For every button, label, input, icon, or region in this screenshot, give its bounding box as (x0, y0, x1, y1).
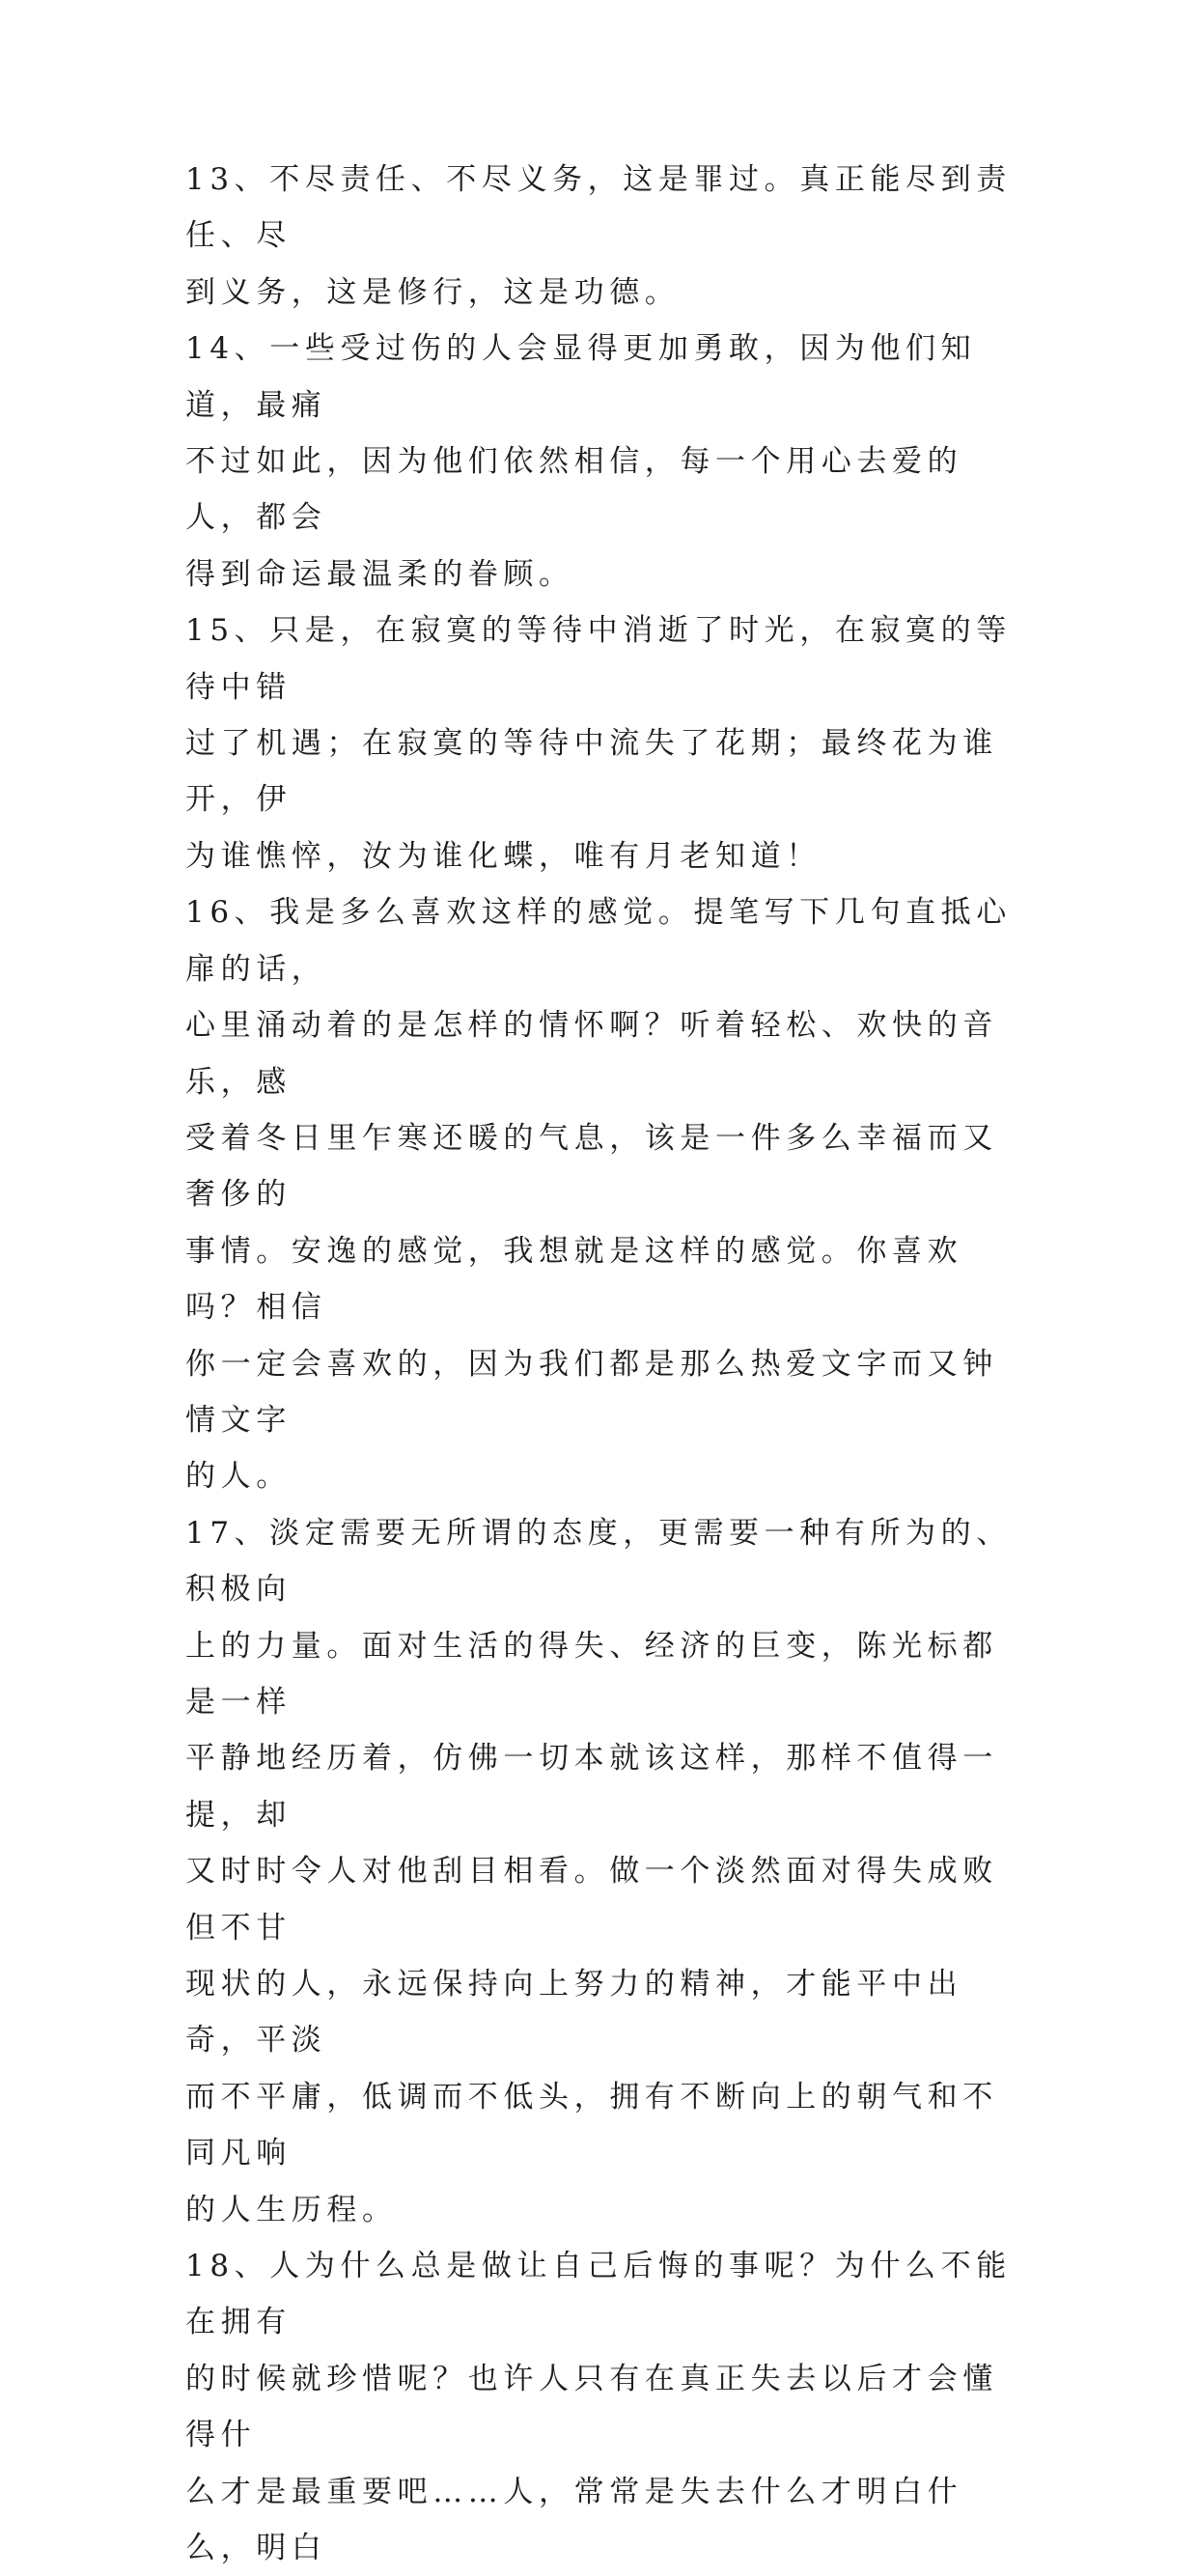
document-body (185, 152, 1023, 2576)
paragraph-18: 18、人为什么总是做让自己后悔的事呢？为什么不能在拥有 的时候就珍惜呢？也许人只有在真正失去以后才会懂得什 么才是最重要吧……人，常常是失去什么才明白什么，明白 (185, 2249, 1012, 2566)
paragraph-17: 17、淡定需要无所谓的态度，更需要一种有所为的、积极向 上的力量。面对生活的得失、经济的巨变，陈光标都是一样 平静地经历着，仿佛一切本就该这样，那样不值得一提，却 又时时令人对他刮目相看。做一个淡然面对得失成败但不甘 现状的人，永远保持向上努力的精神，才能平中出奇，平淡 而不平庸，低调而不低头，拥有不断向上的朝气和不同凡响 的人生历程。 (185, 1515, 1012, 2227)
paragraph-15: 15、只是，在寂寞的等待中消逝了时光，在寂寞的等待中错 过了机遇；在寂寞的等待中流失了花期；最终花为谁开，伊 为谁憔悴，汝为谁化蝶，唯有月老知道！ (185, 613, 1012, 874)
paragraph-16: 16、我是多么喜欢这样的感觉。提笔写下几句直抵心扉的话， 心里涌动着的是怎样的情怀啊？听着轻松、欢快的音乐，感 受着冬日里乍寒还暖的气息，该是一件多么幸福而又奢侈的 事情。安逸的感觉，我想就是这样的感觉。你喜欢吗？相信 你一定会喜欢的，因为我们都是那么热爱文字而又钟情文字 的人。 (185, 895, 1012, 1495)
paragraph-13: 13、不尽责任、不尽义务，这是罪过。真正能尽到责任、尽 到义务，这是修行，这是功德。 (185, 162, 1012, 310)
paragraph-14: 14、一些受过伤的人会显得更加勇敢，因为他们知道，最痛 不过如此，因为他们依然相信，每一个用心去爱的人，都会 得到命运最温柔的眷顾。 (185, 331, 977, 592)
